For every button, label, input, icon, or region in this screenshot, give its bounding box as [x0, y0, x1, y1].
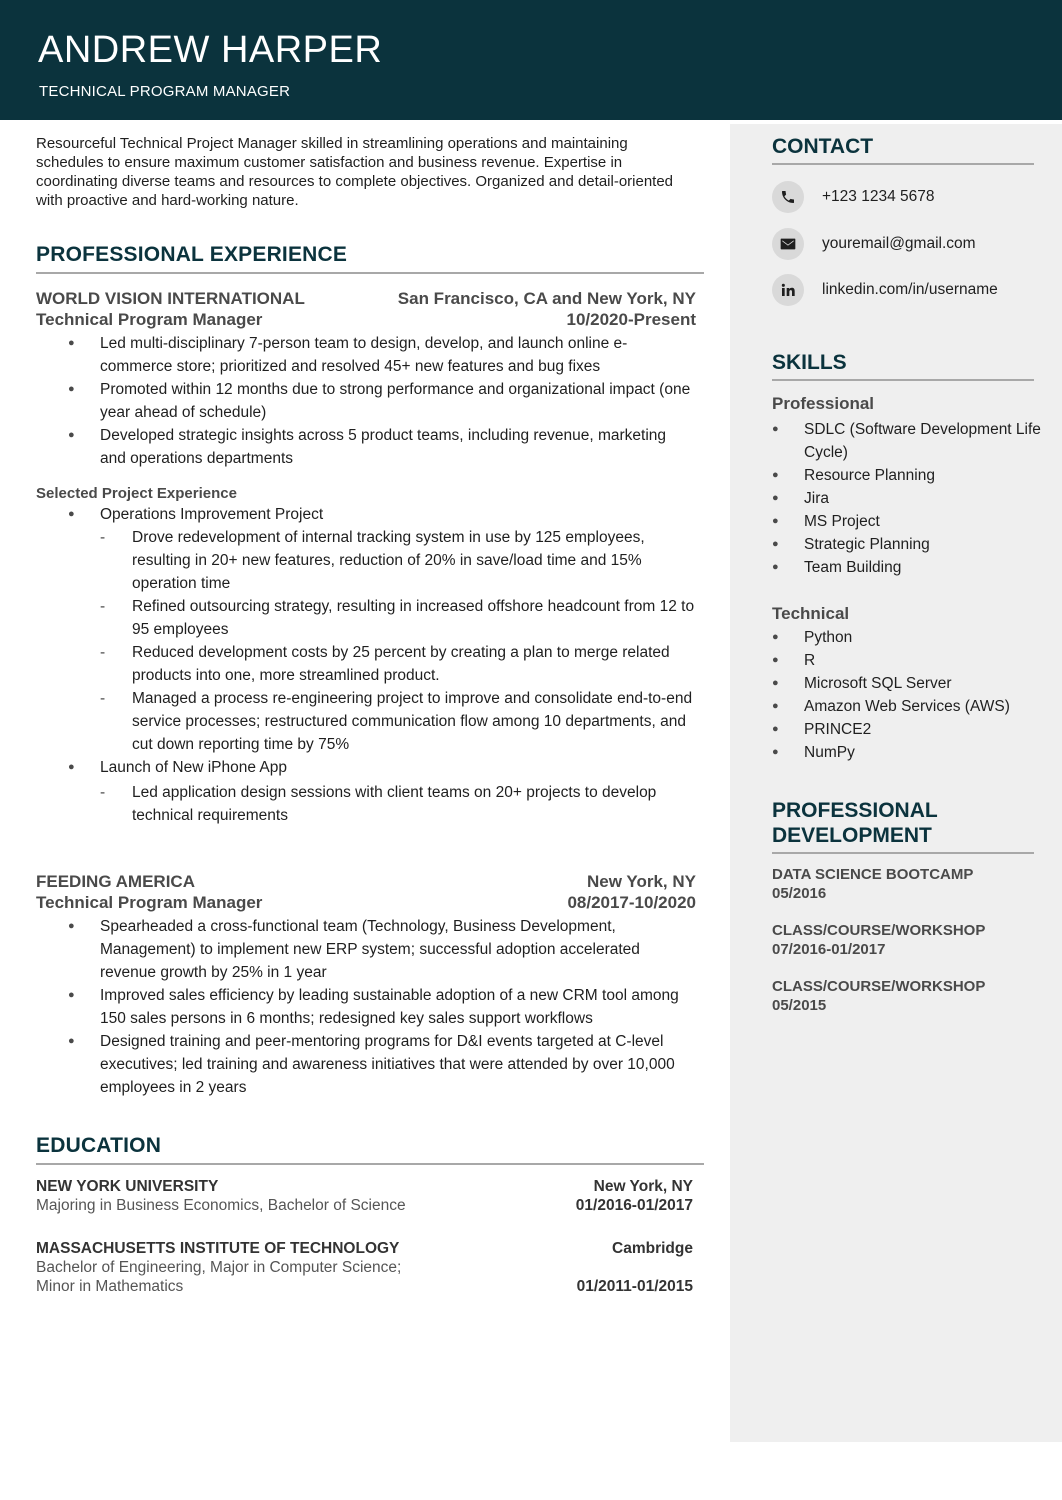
edu-dates: 01/2016-01/2017: [575, 1197, 693, 1214]
list-item: ● Improved sales efficiency by leading sustainable adoption of a new CRM tool among 150 sales persons in 6 months; redesigned key sales support workflows: [36, 984, 696, 1030]
sidebar: [772, 134, 1041, 1015]
edu-degree-minor: Minor in Mathematics: [36, 1278, 184, 1295]
contact-heading: CONTACT: [772, 134, 1034, 165]
project-items: [100, 526, 696, 756]
education-heading: EDUCATION: [36, 1133, 704, 1165]
job-role: Technical Program Manager: [36, 310, 263, 329]
edu-location: New York, NY: [593, 1178, 693, 1195]
job-location: New York, NY: [587, 872, 696, 891]
edu-school: MASSACHUSETTS INSTITUTE OF TECHNOLOGY: [36, 1240, 400, 1257]
list-item: [36, 756, 696, 827]
job-world-vision: [36, 288, 704, 827]
job-feeding-america: [36, 871, 704, 1099]
development-item: [772, 977, 1034, 1015]
job-bullets: [36, 332, 704, 470]
skills-technical-label: Technical: [772, 604, 850, 623]
contact-phone: [772, 179, 1034, 215]
list-item: ● PRINCE2: [772, 718, 1052, 741]
candidate-name: ANDREW HARPER: [38, 29, 383, 71]
job-dates: 10/2020-Present: [566, 310, 696, 329]
list-item: [36, 503, 696, 756]
project-list: [36, 503, 704, 827]
skills-professional-label: Professional: [772, 394, 875, 413]
list-item: - Drove redevelopment of internal tracking system in use by 125 employees, resulting in 20+ new features, reduction of 20% in save/load time and 15% operation time: [100, 526, 696, 595]
phone-icon: [772, 181, 804, 213]
phone-text: +123 1234 5678: [822, 188, 935, 205]
list-item: ● Team Building: [772, 556, 1052, 579]
list-item: ● Designed training and peer-mentoring programs for D&I events targeted at C-level executives; led training and awareness initiatives that were attended by over 10,000 employees in 2 years: [36, 1030, 696, 1099]
development-title: CLASS/COURSE/WORKSHOP: [772, 978, 986, 995]
list-item: - Led application design sessions with client teams on 20+ projects to develop technical requirements: [100, 781, 696, 827]
job-role: Technical Program Manager: [36, 893, 263, 912]
job-dates: 08/2017-10/2020: [567, 893, 696, 912]
header-banner: [0, 0, 1062, 120]
list-item: ● R: [772, 649, 1052, 672]
list-item: ● Developed strategic insights across 5 product teams, including revenue, marketing and operations departments: [36, 424, 696, 470]
list-item: ● Led multi-disciplinary 7-person team to design, develop, and launch online e-commerce store; prioritized and resolved 45+ new features and bug fixes: [36, 332, 696, 378]
list-item: - Reduced development costs by 25 percent by creating a plan to merge related products into one, more streamlined product.: [100, 641, 696, 687]
project-items: [100, 781, 696, 827]
linkedin-link[interactable]: linkedin.com/in/username: [822, 281, 998, 298]
development-title: CLASS/COURSE/WORKSHOP: [772, 922, 986, 939]
technical-skills-list: [772, 626, 1034, 764]
main-column: [36, 134, 704, 1296]
list-item: ● Promoted within 12 months due to strong performance and organizational impact (one year ahead of schedule): [36, 378, 696, 424]
list-item: ● NumPy: [772, 741, 1052, 764]
email-link[interactable]: youremail@gmail.com: [822, 235, 976, 252]
summary: Resourceful Technical Project Manager skilled in streamlining operations and maintaining schedules to ensure maximum customer satisfaction and business revenue. Expertise in coordinating diverse teams and resources to complete objectives. Organized and detail-oriented with proactive and hard-working nature.: [36, 135, 674, 209]
project-name: Operations Improvement Project: [100, 506, 324, 523]
list-item: ● SDLC (Software Development Life Cycle): [772, 418, 1052, 464]
list-item: - Refined outsourcing strategy, resulting in increased offshore headcount from 12 to 95 employees: [100, 595, 696, 641]
development-date: 05/2015: [772, 997, 827, 1014]
education-entry: [36, 1177, 704, 1215]
list-item: - Managed a process re-engineering project to improve and consolidate end-to-end service processes; restructured communication flow among 10 departments, and cut down reporting time by 75%: [100, 687, 696, 756]
experience-heading: PROFESSIONAL EXPERIENCE: [36, 242, 704, 274]
list-item: ● Spearheaded a cross-functional team (Technology, Business Development, Management) to implement new ERP system; successful adoption accelerated revenue growth by 25% in 1 year: [36, 915, 696, 984]
contact-email: [772, 226, 1034, 262]
job-bullets: [36, 915, 704, 1099]
development-date: 07/2016-01/2017: [772, 941, 886, 958]
envelope-icon: [772, 228, 804, 260]
job-company: WORLD VISION INTERNATIONAL: [36, 289, 305, 308]
job-company: FEEDING AMERICA: [36, 872, 195, 891]
list-item: ● MS Project: [772, 510, 1052, 533]
list-item: ● Amazon Web Services (AWS): [772, 695, 1052, 718]
project-name: Launch of New iPhone App: [100, 759, 287, 776]
list-item: ● Python: [772, 626, 1052, 649]
list-item: ● Jira: [772, 487, 1052, 510]
list-item: ● Resource Planning: [772, 464, 1052, 487]
job-location: San Francisco, CA and New York, NY: [397, 289, 696, 308]
edu-degree: Majoring in Business Economics, Bachelor of Science: [36, 1197, 406, 1214]
edu-dates: 01/2011-01/2015: [576, 1278, 693, 1295]
development-item: [772, 921, 1034, 959]
skills-heading: SKILLS: [772, 350, 1034, 381]
edu-degree: Bachelor of Engineering, Major in Computer Science;: [36, 1259, 402, 1276]
development-date: 05/2016: [772, 885, 827, 902]
development-heading: PROFESSIONAL DEVELOPMENT: [772, 798, 1034, 854]
list-item: ● Strategic Planning: [772, 533, 1052, 556]
list-item: ● Microsoft SQL Server: [772, 672, 1052, 695]
linkedin-icon: [772, 274, 804, 306]
edu-location: Cambridge: [612, 1240, 693, 1257]
education-entry: [36, 1239, 704, 1296]
candidate-title: TECHNICAL PROGRAM MANAGER: [39, 83, 291, 100]
professional-skills-list: [772, 418, 1041, 579]
edu-school: NEW YORK UNIVERSITY: [36, 1178, 219, 1195]
contact-linkedin: [772, 272, 1034, 308]
development-item: [772, 865, 1034, 903]
development-title: DATA SCIENCE BOOTCAMP: [772, 866, 974, 883]
selected-projects-label: Selected Project Experience: [36, 485, 237, 502]
